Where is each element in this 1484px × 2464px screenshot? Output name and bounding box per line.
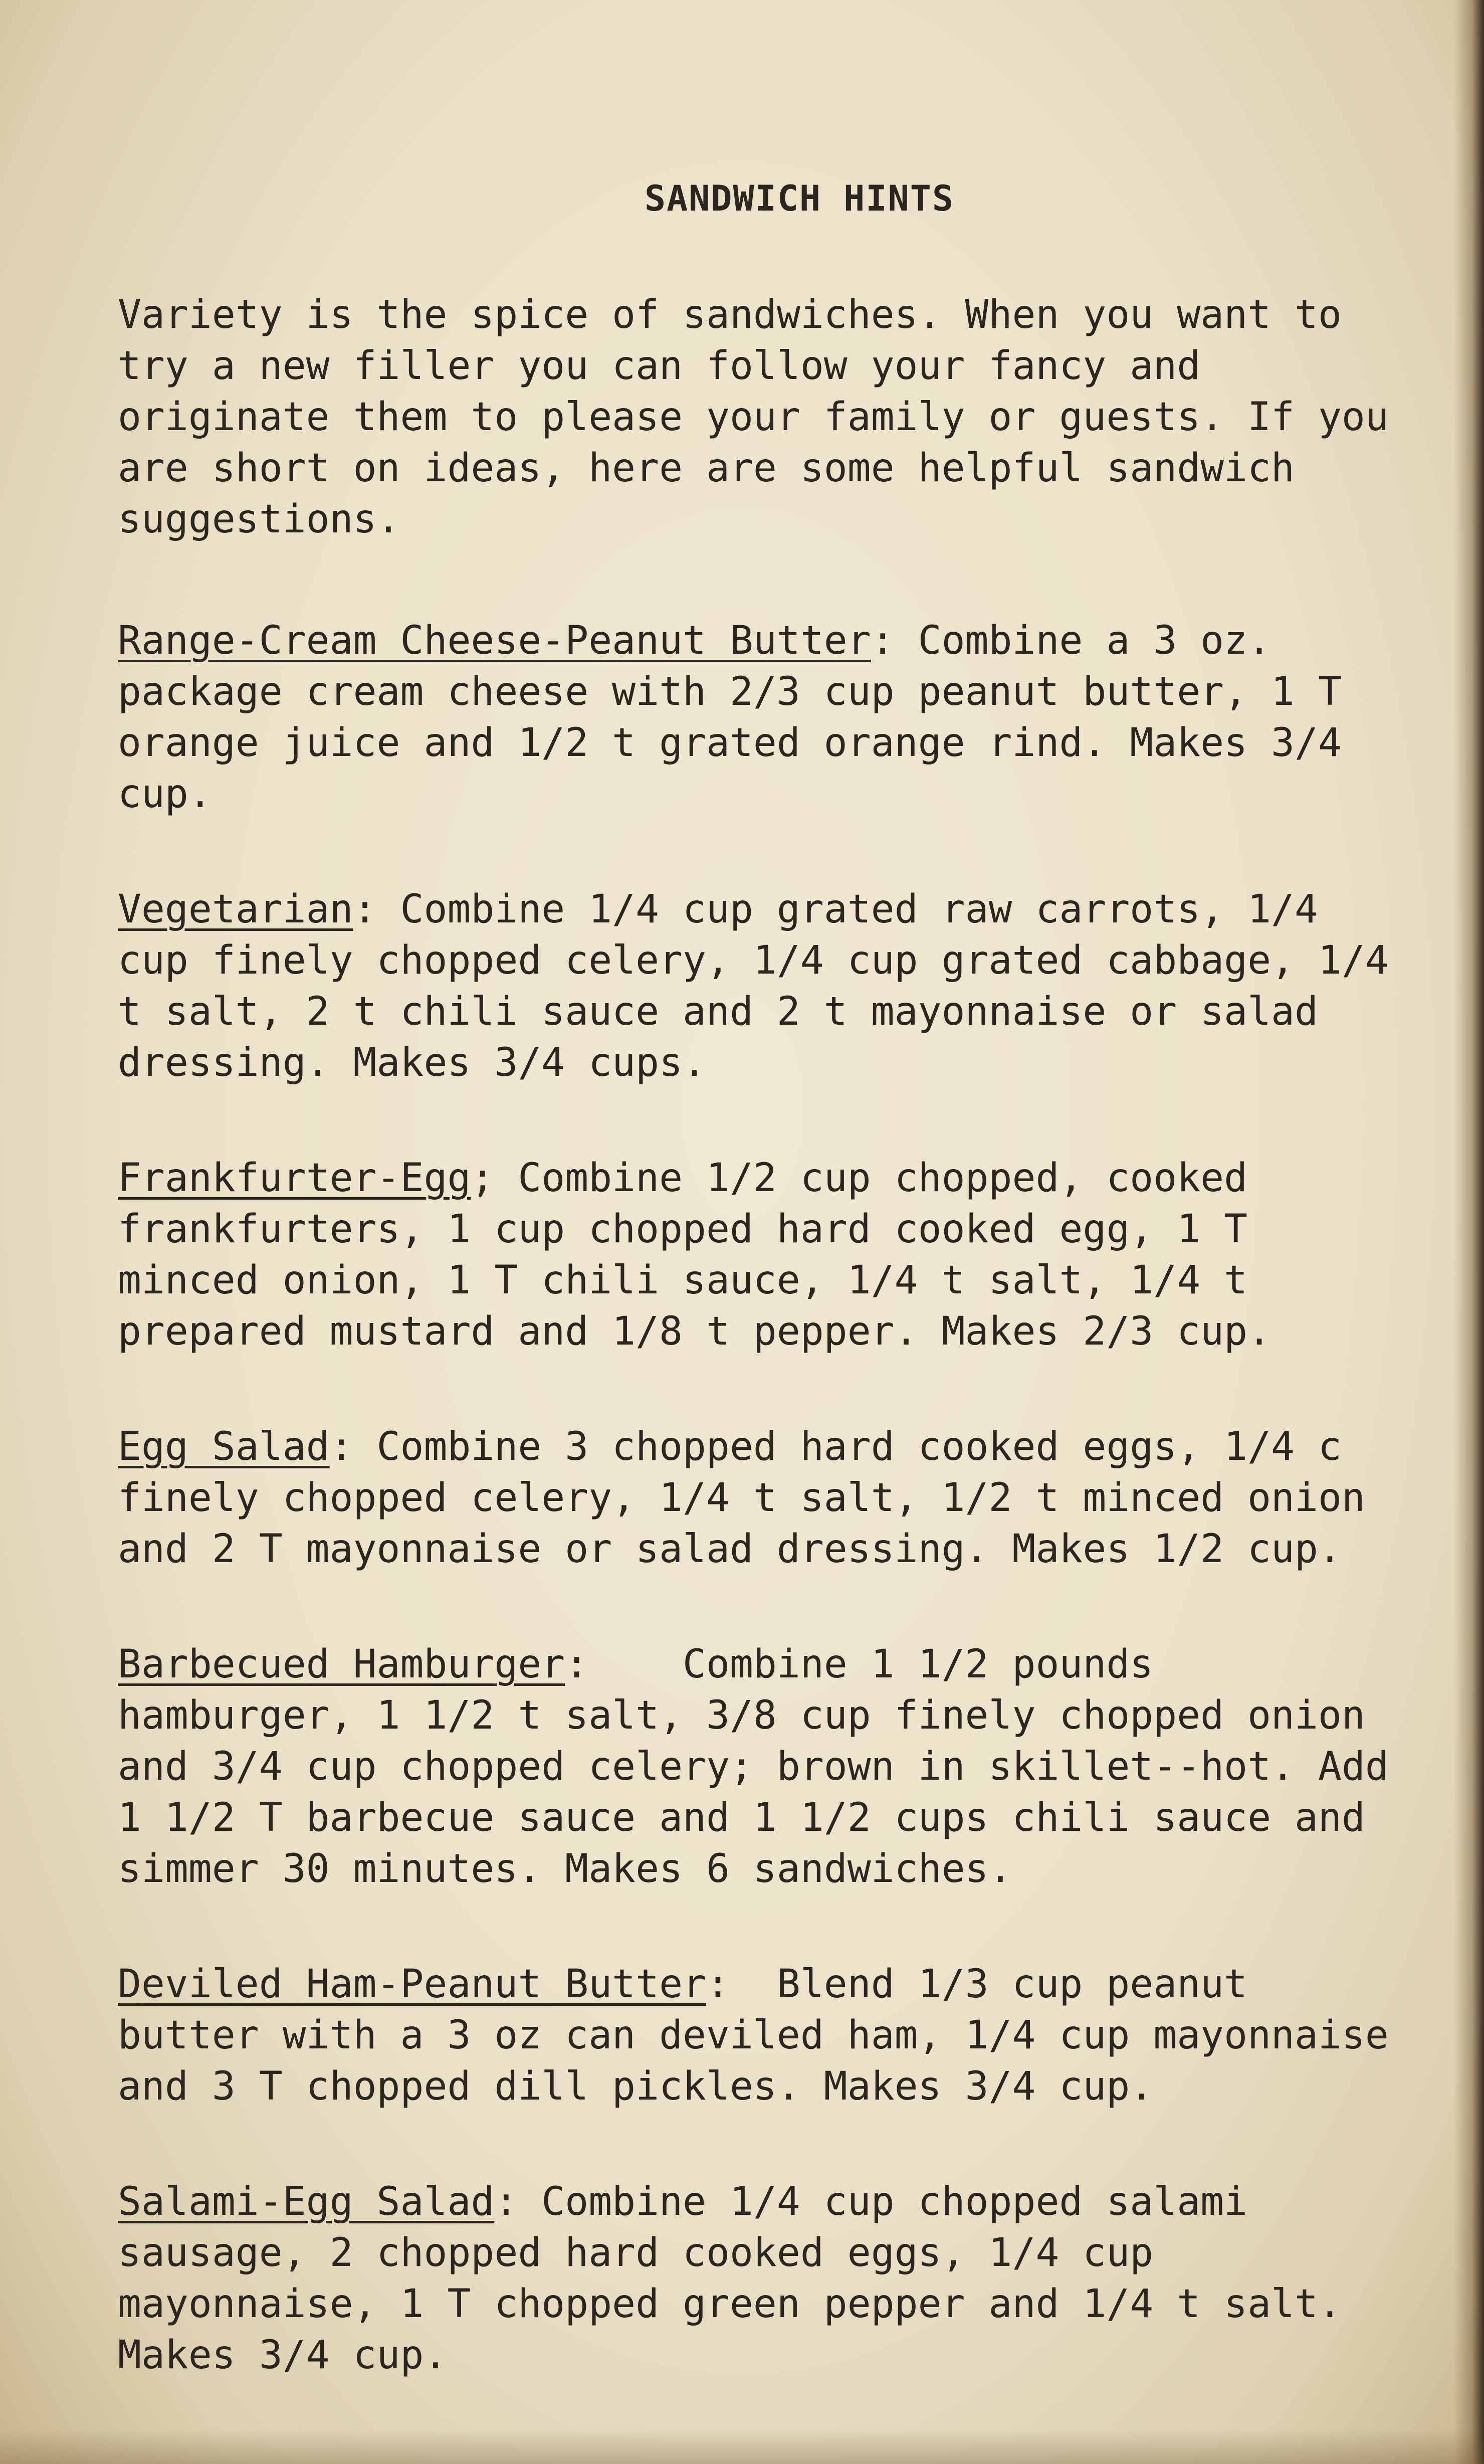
recipe-separator: : [565,1642,589,1687]
intro-paragraph: Variety is the spice of sandwiches. When you want to try a new filler you can follow your fancy and originate them to please your family or guests. If you are short on ideas, here are some helpful sandwich suggestions. [118,292,1412,542]
recipe-name: Vegetarian [118,887,353,932]
recipe-separator: : [353,887,377,932]
recipe-frankfurter-egg [118,1153,1401,1357]
recipe-separator: : [494,2179,518,2224]
recipe-name: Barbecued Hamburger [118,1642,565,1687]
recipe-body: Blend 1/3 cup peanut butter with a 3 oz can deviled ham, 1/4 cup mayonnaise and 3 T chopped dill pickles. Makes 3/4 cup. [118,1962,1412,2109]
recipe-barbecued-hamburger [118,1639,1412,1894]
recipe-body: Combine 3 chopped hard cooked eggs, 1/4 c finely chopped celery, 1/4 t salt, 1/2 t minced onion and 2 T mayonnaise or salad dressing. Makes 1/2 cup. [118,1424,1389,1572]
recipe-name: Salami-Egg Salad [118,2179,495,2224]
recipe-name: Range-Cream Cheese-Peanut Butter [118,618,871,663]
recipe-salami-egg-salad [118,2176,1401,2381]
recipe-range-cream-cheese-peanut-butter [118,615,1401,820]
recipe-separator: : [871,618,895,663]
recipe-body: Combine a 3 oz. package cream cheese with 2/3 cup peanut butter, 1 T orange juice and 1/2 t grated orange rind. Makes 3/4 cup. [118,618,1365,817]
recipe-separator: ; [471,1156,495,1201]
recipe-vegetarian [118,884,1412,1088]
recipe-separator: : [329,1424,353,1469]
recipe-name: Egg Salad [118,1424,330,1469]
recipe-deviled-ham-peanut-butter [118,1959,1412,2112]
recipe-body: Combine 1/2 cup chopped, cooked frankfurters, 1 cup chopped hard cooked egg, 1 T minced onion, 1 T chili sauce, 1/4 t salt, 1/4 t prepared mustard and 1/8 t pepper. Makes 2/3 cup. [118,1156,1271,1354]
recipe-egg-salad [118,1421,1401,1575]
page-title: SANDWICH HINTS [644,178,954,219]
recipe-separator: : [706,1962,730,2007]
recipe-body: Combine 1/4 cup grated raw carrots, 1/4 cup finely chopped celery, 1/4 cup grated cabbage, 1/4 t salt, 2 t chili sauce and 2 t mayonnaise or salad dressing. Makes 3/4 cups. [118,887,1412,1085]
recipe-body: Combine 1/4 cup chopped salami sausage, 2 chopped hard cooked eggs, 1/4 cup mayonnaise, 1 T chopped green pepper and 1/4 t salt. Makes 3/4 cup. [118,2179,1365,2378]
recipe-name: Frankfurter-Egg [118,1156,471,1201]
recipe-name: Deviled Ham-Peanut Butter [118,1962,706,2007]
document-body [118,173,1412,2445]
recipe-body: Combine 1 1/2 pounds hamburger, 1 1/2 t salt, 3/8 cup finely chopped onion and 3/4 cup chopped celery; brown in skillet--hot. Add 1 1/2 T barbecue sauce and 1 1/2 cups chili sauce and simmer 30 minutes. Makes 6 sandwiches. [118,1642,1412,1891]
paper-edge-right [1454,0,1484,2464]
